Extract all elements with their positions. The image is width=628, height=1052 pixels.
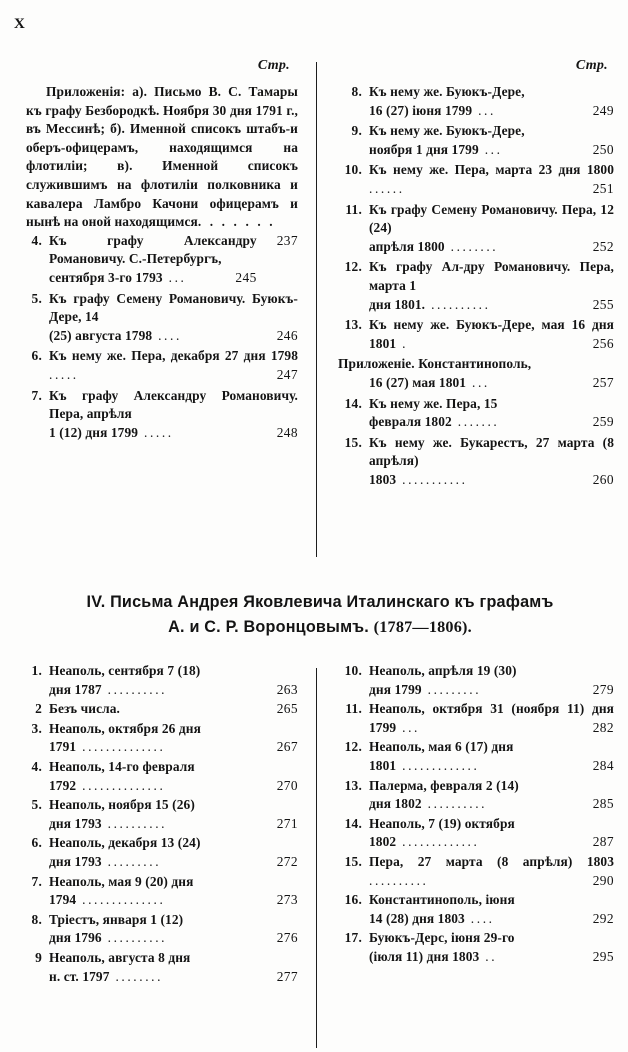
toc-entry-text: Къ графу Семену Романовичу. Пера, 12 (24) — [369, 201, 614, 236]
toc-entry-number: 15. — [344, 434, 362, 450]
toc-entry-text: Къ нему же. Буюкъ-Дере, мая 16 дня 1801 — [369, 317, 614, 351]
toc-entry-body — [369, 929, 614, 966]
toc-entry-number: 5. — [31, 290, 42, 306]
toc-entry-tail — [396, 719, 614, 735]
toc-entry-text: Тріестъ, января 1 (12) — [49, 911, 184, 927]
toc-entry-body — [369, 738, 614, 775]
toc-entry[interactable] — [338, 83, 614, 120]
toc-entry-body — [49, 949, 298, 986]
page-number: 282 — [592, 719, 614, 735]
toc-block-top — [0, 58, 628, 491]
toc-entry-tail — [369, 102, 614, 121]
toc-entry-number: 9 — [35, 949, 42, 965]
toc-entry-tail — [369, 296, 614, 315]
page-number: 249 — [592, 102, 614, 118]
toc-entry-text: Къ графу Ал-дру Романовичу. Пера, марта 1 — [369, 259, 614, 293]
toc-entry-number: 11. — [345, 701, 362, 717]
dot-leaders: ... — [162, 269, 187, 285]
toc-entry[interactable] — [26, 911, 298, 948]
toc-entry-body — [49, 911, 298, 948]
toc-entry[interactable] — [26, 758, 298, 795]
toc-entry[interactable] — [26, 232, 257, 288]
toc-entry-tail-text: (25) августа 1798 — [49, 327, 153, 343]
page-number: 284 — [592, 757, 614, 773]
toc-entry-tail — [369, 833, 614, 852]
toc-entry[interactable] — [338, 891, 614, 928]
toc-entry[interactable] — [338, 777, 614, 814]
toc-entry-body — [369, 853, 614, 890]
toc-entry-tail — [369, 795, 614, 814]
section-heading-years: (1787—1806). — [373, 618, 472, 636]
dot-leaders: .......... — [425, 296, 491, 312]
toc-entry-body — [369, 700, 614, 737]
toc-entry-tail — [49, 777, 298, 796]
page-number: 277 — [276, 968, 298, 984]
toc-entry-tail-text: 1791 — [49, 739, 77, 755]
toc-entry-text: Неаполь, октября 31 (ноября 11) дня 1799 — [369, 701, 614, 735]
toc-entry-list-bottom-left — [26, 662, 298, 986]
dot-leaders: ........ — [444, 238, 499, 254]
toc-entry[interactable] — [338, 434, 614, 490]
page-number: 250 — [592, 141, 614, 157]
toc-entry-body — [49, 387, 298, 443]
toc-entry-text: Къ нему же. Буюкъ-Дере, — [369, 123, 525, 139]
toc-entry-tail-text: апрѣля 1800 — [369, 238, 445, 254]
dot-leaders: .......... — [421, 796, 488, 812]
toc-entry-tail — [369, 681, 614, 700]
toc-entry-tail-text: дня 1787 — [49, 681, 102, 697]
page-number: 273 — [276, 892, 298, 908]
toc-entry-tail-text: февраля 1802 — [369, 414, 452, 430]
toc-entry-body — [49, 290, 298, 346]
dot-leaders: ..... — [138, 424, 174, 440]
toc-entry-tail — [49, 891, 298, 910]
page-column-header-left: Стр. — [257, 58, 290, 73]
page-number: 292 — [592, 910, 614, 926]
toc-entry-tail-text: дня 1796 — [49, 930, 102, 946]
toc-entry-tail — [49, 968, 298, 987]
toc-entry-body — [369, 258, 614, 314]
toc-entry-text: Палерма, февраля 2 (14) — [369, 777, 519, 793]
dot-leaders: .............. — [76, 777, 166, 793]
toc-entry-number: 4. — [31, 758, 42, 774]
toc-entry-tail — [49, 269, 257, 288]
toc-entry-number: 12. — [344, 259, 362, 275]
toc-entry-number: 11. — [345, 201, 362, 217]
toc-entry-number: 8. — [351, 84, 362, 99]
toc-entry-body — [49, 758, 298, 795]
toc-entry-number: 6. — [31, 348, 42, 364]
toc-entry-number: 14. — [344, 395, 362, 411]
toc-entry-tail — [369, 872, 614, 888]
dot-leaders: .. — [479, 948, 498, 964]
toc-entry-tail — [369, 948, 614, 967]
toc-entry-tail — [369, 238, 614, 257]
toc-entry-body — [49, 232, 257, 288]
toc-entry-text: Неаполь, мая 6 (17) дня — [369, 739, 514, 755]
section-heading-line2 — [6, 615, 628, 640]
toc-entry-tail — [396, 335, 614, 351]
toc-entry-tail-text: 16 (27) іюня 1799 — [369, 102, 473, 118]
toc-entry[interactable] — [338, 815, 614, 852]
toc-entry-tail — [369, 141, 614, 160]
toc-entry-number: 10. — [344, 162, 362, 178]
toc-entry[interactable] — [26, 387, 298, 443]
toc-entry-body — [369, 316, 614, 353]
dot-leaders: ... — [478, 141, 503, 157]
dot-leaders: .............. — [76, 892, 166, 908]
toc-entry-number: 10. — [344, 663, 362, 678]
page-number: 290 — [592, 872, 614, 888]
page-number: 260 — [592, 471, 614, 487]
toc-entry[interactable] — [338, 258, 614, 314]
toc-entry-body — [369, 891, 614, 928]
dot-leaders: ............. — [396, 834, 480, 850]
toc-entry[interactable] — [26, 834, 298, 871]
page-number: 265 — [276, 701, 298, 717]
page-number: 247 — [276, 366, 298, 382]
toc-entry-text: Къ нему же. Пера, декабря 27 дня 1798 — [49, 348, 298, 364]
toc-entry-text: Неаполь, апрѣля 19 (30) — [369, 663, 517, 678]
toc-entry-body — [369, 662, 614, 699]
toc-entry-body — [369, 122, 614, 159]
toc-entry-body — [49, 834, 298, 871]
page-number: 263 — [276, 681, 298, 697]
toc-entry-number: 14. — [344, 815, 362, 831]
toc-entry-tail — [49, 929, 298, 948]
toc-entry-text: Къ графу Александру Романовичу. С.-Петербургъ, — [49, 232, 257, 267]
toc-entry-text: Неаполь, 7 (19) октября — [369, 815, 515, 831]
dot-leaders: .......... — [101, 815, 168, 831]
toc-entry-tail-text: н. ст. 1797 — [49, 968, 110, 984]
toc-entry-body — [49, 700, 298, 719]
toc-entry[interactable] — [338, 201, 614, 257]
section-heading-title: А. и С. Р. Воронцовымъ. — [168, 618, 369, 636]
toc-entry-number: 4. — [31, 232, 42, 248]
toc-entry-list-bottom-right — [338, 662, 614, 967]
toc-entry-text: Константинополь, іюня — [369, 892, 515, 908]
toc-entry-body — [49, 347, 298, 384]
toc-entry-text: Къ графу Семену Романовичу. Буюкъ-Дере, 14 — [49, 290, 298, 325]
toc-block-bottom — [0, 662, 628, 987]
dot-leaders: ....... — [451, 414, 500, 430]
dot-leaders: ......... — [101, 853, 162, 869]
toc-entry-number: 17. — [344, 930, 362, 946]
toc-appendix-entry[interactable] — [338, 355, 614, 392]
toc-entry-text: Къ нему же. Пера, 15 — [369, 395, 498, 411]
toc-entry-number: 6. — [31, 835, 42, 851]
toc-entry-tail — [369, 180, 614, 196]
toc-entry-tail — [49, 424, 298, 443]
toc-entry[interactable] — [338, 316, 614, 353]
dot-leaders: ........... — [396, 471, 468, 487]
toc-entry-body — [369, 161, 614, 198]
toc-entry-text: Неаполь, 14-го февраля — [49, 758, 195, 774]
toc-entry-text: Неаполь, сентября 7 (18) — [49, 663, 201, 678]
dot-leaders: .... — [464, 910, 495, 926]
toc-entry-tail-text: 1802 — [369, 834, 397, 850]
toc-entry-list-top-right — [338, 83, 614, 489]
toc-entry-text: Безъ числа. — [49, 701, 120, 717]
toc-entry[interactable] — [26, 949, 298, 986]
toc-entry-number: 9. — [351, 123, 362, 139]
page-number: 255 — [592, 296, 614, 312]
toc-entry-body — [369, 434, 614, 490]
dot-leaders: ..... — [49, 366, 79, 382]
toc-entry[interactable] — [338, 700, 614, 737]
toc-intro-text: Приложенія: а). Письмо В. С. Тамары къ графу Безбородкѣ. Ноября 30 дня 1791 г., въ Мессинѣ; б). Именной списокъ штабъ-и оберъ-офицерамъ, находящимся на флотиліи; в). Именной списокъ служившимъ на флотиліи полковника и кавалера Ламбро Качони офицерамъ и нынѣ на оной находящимся — [26, 84, 298, 230]
toc-entry-tail — [338, 374, 614, 393]
toc-entry-number: 1. — [31, 663, 42, 678]
toc-entry-number: 7. — [31, 873, 42, 889]
toc-entry-body — [49, 720, 298, 757]
section-heading — [0, 590, 628, 640]
page-number: 246 — [276, 327, 298, 343]
toc-entry-text: Неаполь, августа 8 дня — [49, 949, 191, 965]
toc-entry-body — [49, 873, 298, 910]
toc-entry-number: 3. — [31, 720, 42, 736]
page-number: 276 — [276, 930, 298, 946]
page-number: 252 — [592, 238, 614, 254]
toc-entry[interactable] — [338, 853, 614, 890]
page-number: 257 — [592, 374, 614, 390]
dot-leaders: ......... — [421, 681, 482, 697]
toc-entry-number: 15. — [344, 853, 362, 869]
toc-entry-number: 16. — [344, 892, 362, 908]
toc-entry-tail-text: 1 (12) дня 1799 — [49, 424, 139, 440]
page-number: 256 — [592, 335, 614, 351]
toc-top-left-column — [0, 58, 316, 491]
page-number: 245 — [235, 269, 257, 285]
toc-entry-tail-text: дня 1793 — [49, 815, 102, 831]
dot-leaders: .... — [152, 327, 182, 343]
toc-entry[interactable] — [338, 395, 614, 432]
dot-leaders: .......... — [101, 930, 168, 946]
toc-entry[interactable] — [338, 738, 614, 775]
toc-entry-tail-text: ноября 1 дня 1799 — [369, 141, 479, 157]
toc-entry[interactable] — [338, 662, 614, 699]
toc-entry-body — [369, 777, 614, 814]
toc-entry-body — [369, 815, 614, 852]
page-number: 271 — [276, 815, 298, 831]
toc-entry-text: Неаполь, декабря 13 (24) — [49, 835, 201, 851]
toc-bottom-right-column — [316, 662, 628, 987]
dot-leaders: . — [396, 335, 409, 351]
page-number: 237 — [276, 232, 298, 248]
toc-entry-text: Неаполь, мая 9 (20) дня — [49, 873, 194, 889]
page-number: 267 — [276, 739, 298, 755]
toc-entry-text: Приложеніе. Константинополь, — [338, 356, 532, 372]
dot-leaders: .............. — [76, 739, 166, 755]
page-number: 272 — [276, 853, 298, 869]
toc-entry-tail-text: 1794 — [49, 892, 77, 908]
toc-entry-tail — [49, 366, 298, 382]
toc-entry-tail-text: 1801 — [369, 757, 397, 773]
dot-leaders: ...... — [369, 180, 405, 196]
toc-entry-tail — [369, 757, 614, 776]
toc-entry-tail-text: дня 1802 — [369, 796, 422, 812]
toc-entry-number: 13. — [344, 777, 362, 793]
page-number: 270 — [276, 777, 298, 793]
dot-leaders: . . . . . . . — [197, 214, 276, 230]
toc-entry-text: Къ нему же. Пера, марта 23 дня 1800 — [369, 162, 614, 178]
toc-entry-tail — [369, 413, 614, 432]
page-column-header-right: Стр. — [575, 58, 608, 73]
dot-leaders: ... — [472, 102, 496, 118]
toc-entry-body — [369, 395, 614, 432]
page-folio-number: X — [14, 16, 26, 32]
toc-entry-tail — [49, 681, 298, 700]
dot-leaders: ........ — [109, 968, 164, 984]
toc-entry-tail — [49, 327, 298, 346]
dot-leaders: ............. — [396, 757, 480, 773]
page-number: 251 — [592, 180, 614, 196]
toc-entry-tail-text: (іюля 11) дня 1803 — [369, 948, 480, 964]
toc-entry-text: Къ графу Александру Романовичу. Пера, апрѣля — [49, 387, 298, 422]
toc-entry[interactable] — [26, 720, 298, 757]
dot-leaders: .......... — [369, 872, 429, 888]
toc-entry-tail — [369, 910, 614, 929]
toc-bottom-left-column — [0, 662, 316, 987]
toc-entry-text: Къ нему же. Буюкъ-Дере, — [369, 84, 525, 99]
toc-entry-tail-text: дня 1793 — [49, 853, 102, 869]
toc-entry[interactable] — [26, 700, 298, 719]
toc-entry-tail-text: сентября 3-го 1793 — [49, 269, 163, 285]
toc-entry[interactable] — [26, 290, 298, 346]
toc-entry[interactable] — [338, 122, 614, 159]
toc-entry-text: Неаполь, октября 26 дня — [49, 720, 201, 736]
toc-entry-tail — [49, 815, 298, 834]
toc-entry-number: 2 — [35, 701, 42, 717]
toc-entry-body — [49, 662, 298, 699]
toc-entry-body — [369, 201, 614, 257]
page-number: 287 — [592, 834, 614, 850]
dot-leaders: ... — [466, 374, 490, 390]
toc-entry-tail-text: дня 1799 — [369, 681, 422, 697]
toc-entry-text: Буюкъ-Дерс, іюня 29-го — [369, 930, 515, 946]
page-number: 248 — [276, 424, 298, 440]
toc-entry-tail — [369, 471, 614, 490]
dot-leaders: .......... — [101, 681, 168, 697]
page-number: 295 — [592, 948, 614, 964]
page-number: 285 — [592, 796, 614, 812]
toc-entry[interactable] — [26, 347, 298, 384]
toc-entry[interactable] — [26, 796, 298, 833]
toc-entry-number: 12. — [344, 739, 362, 755]
toc-intro-paragraph — [26, 83, 298, 248]
toc-entry-tail — [49, 853, 298, 872]
toc-entry-list-top-left — [26, 232, 298, 443]
toc-entry-body — [49, 796, 298, 833]
toc-entry-tail-text: 16 (27) мая 1801 — [369, 374, 467, 390]
toc-entry-number: 13. — [344, 317, 362, 333]
page-number: 259 — [592, 414, 614, 430]
toc-entry-number: 5. — [31, 797, 42, 813]
toc-entry-tail-text: 1792 — [49, 777, 77, 793]
toc-top-right-column — [316, 58, 628, 491]
toc-entry-text: Пера, 27 марта (8 апрѣля) 1803 — [369, 853, 614, 869]
toc-entry[interactable] — [338, 161, 614, 198]
toc-entry-text: Неаполь, ноября 15 (26) — [49, 797, 195, 813]
toc-entry[interactable] — [26, 873, 298, 910]
toc-entry-number: 8. — [31, 911, 42, 927]
toc-entry-tail-text: 1803 — [369, 471, 397, 487]
toc-entry-tail — [49, 738, 298, 757]
toc-entry-tail-text: дня 1801. — [369, 296, 426, 312]
section-heading-line1: IV. Письма Андрея Яковлевича Италинскаго къ графамъ — [86, 593, 554, 611]
page-number: 279 — [592, 681, 614, 697]
toc-entry-text: Къ нему же. Букарестъ, 27 марта (8 апрѣля) — [369, 434, 614, 469]
toc-entry-number: 7. — [31, 387, 42, 403]
toc-entry-tail-text: 14 (28) дня 1803 — [369, 910, 465, 926]
toc-entry[interactable] — [26, 662, 298, 699]
toc-entry-body — [369, 83, 614, 120]
dot-leaders: ... — [396, 719, 420, 735]
toc-entry[interactable] — [338, 929, 614, 966]
